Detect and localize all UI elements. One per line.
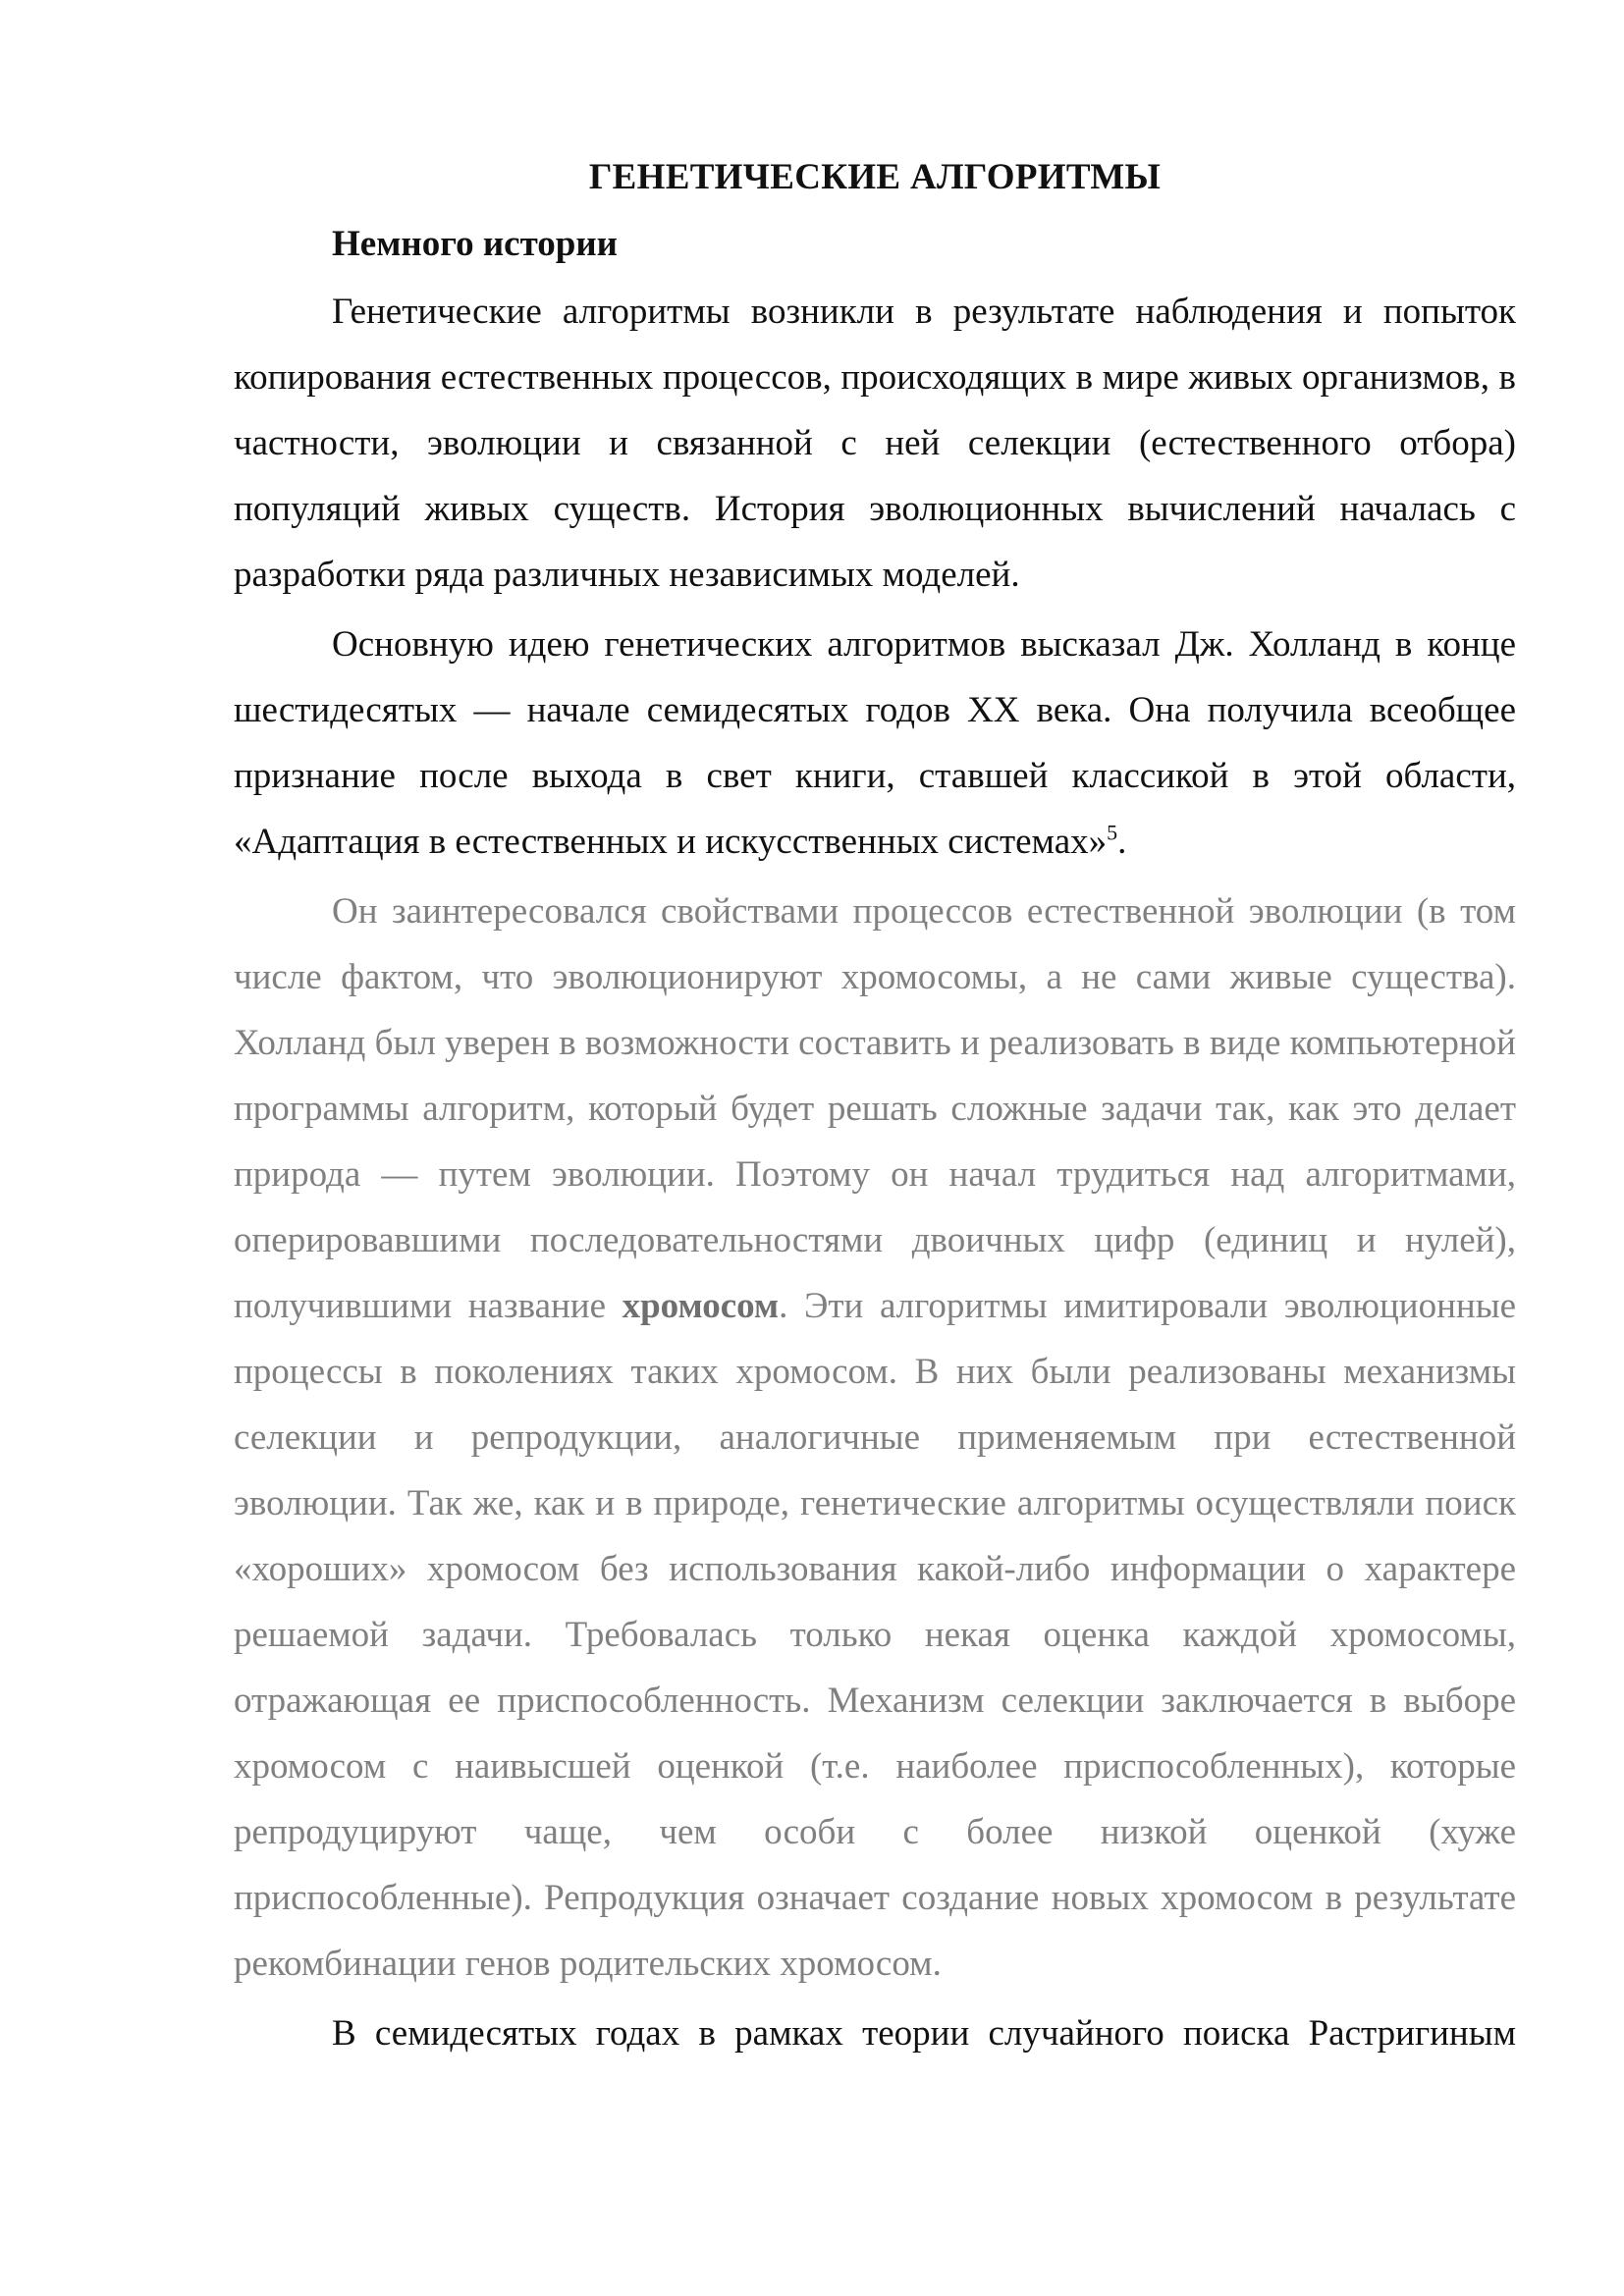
paragraph-2-end: . [1117, 822, 1127, 862]
paragraph-2 [234, 612, 1516, 875]
section-heading: Немного истории [332, 224, 618, 264]
paragraph-3-part-2: . Эти алгоритмы имитировали эволюционные процессы в поколениях таких хромосом. В них были реализованы механизмы селекции и репродукции, аналогичные применяемым при естественной эволюции. Так же, как и в природе, генетические алгоритмы осуществляли поиск «хороших» хромосом без использования какой-либо информации о характере решаемой задачи. Требовалась только некая оценка каждой хромосомы, отражающая ее приспособленность. Механизм селекции заключается в выборе хромосом с наивысшей оценкой (т.е. наиболее приспособленных), которые репродуцируют чаще, чем особи с более низкой оценкой (хуже приспособленные). Репродукция означает создание новых хромосом в результате рекомбинации генов родительских хромосом. [234, 1286, 1516, 1984]
document-page [234, 147, 1516, 2070]
paragraph-2-text: Основную идею генетических алгоритмов высказал Дж. Холланд в конце шестидесятых — начале семидесятых годов XX века. Она получила всеобщее признание после выхода в свет книги, ставшей классикой в этой области, «Адаптация в естественных и искусственных системах» [234, 624, 1516, 862]
document-title: ГЕНЕТИЧЕСКИЕ АЛГОРИТМЫ [588, 157, 1162, 197]
paragraph-3 [234, 879, 1516, 1997]
paragraph-4: В семидесятых годах в рамках теории случайного поиска Растригиным [332, 2013, 1516, 2054]
paragraph-1: Генетические алгоритмы возникли в результате наблюдения и попыток копирования естественных процессов, происходящих в мире живых организмов, в частности, эволюции и связанной с ней селекции (естественного отбора) популяций живых существ. История эволюционных вычислений началась с разработки ряда различных независимых моделей. [234, 292, 1516, 595]
paragraph-3-part-1: Он заинтересовался свойствами процессов естественной эволюции (в том числе фактом, что эволюционируют хромосомы, а не сами живые существа). Холланд был уверен в возможности составить и реализовать в виде компьютерной программы алгоритм, который будет решать сложные задачи так, как это делает природа — путем эволюции. Поэтому он начал трудиться над алгоритмами, оперировавшими последовательностями двоичных цифр (единиц и нулей), получившими название [234, 891, 1516, 1326]
term-chromosomes: хромосом [622, 1286, 780, 1326]
footnote-marker: 5 [1107, 820, 1118, 845]
